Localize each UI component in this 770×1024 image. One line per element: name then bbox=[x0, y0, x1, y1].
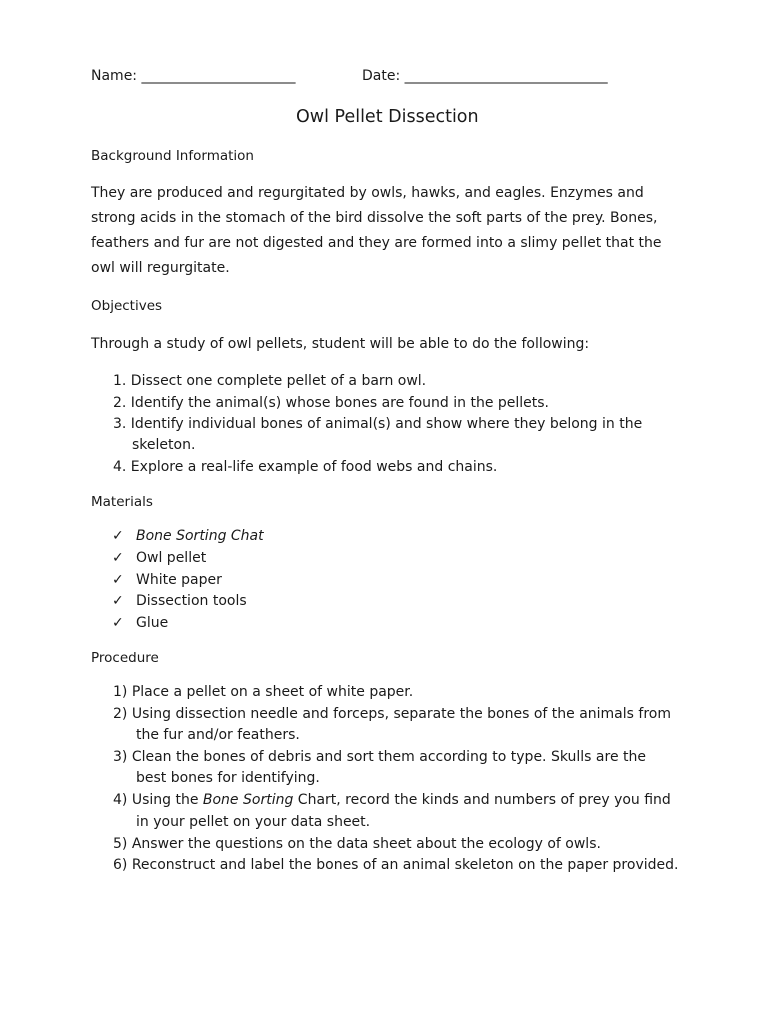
name-field[interactable]: Name: ______________________ bbox=[91, 68, 296, 84]
procedure-step-continuation: best bones for identifying. bbox=[136, 770, 320, 786]
material-item: Bone Sorting Chat bbox=[136, 528, 264, 544]
section-heading-background: Background Information bbox=[91, 148, 254, 164]
checkmark-icon: ✓ bbox=[112, 550, 124, 566]
objectives-intro: Through a study of owl pellets, student will be able to do the following: bbox=[91, 336, 590, 352]
procedure-step bbox=[113, 792, 671, 808]
procedure-step-continuation: in your pellet on your data sheet. bbox=[136, 814, 371, 830]
paragraph-line: feathers and fur are not digested and they are formed into a slimy pellet that the bbox=[91, 235, 662, 251]
material-item: Owl pellet bbox=[136, 550, 207, 566]
material-item: Glue bbox=[136, 615, 169, 631]
section-heading-procedure: Procedure bbox=[91, 650, 159, 666]
procedure-step-text: Chart, record the kinds and numbers of prey you find bbox=[293, 792, 671, 808]
objective-item: 2. Identify the animal(s) whose bones are found in the pellets. bbox=[113, 395, 550, 411]
checkmark-icon: ✓ bbox=[112, 572, 124, 588]
objective-item-continuation: skeleton. bbox=[132, 437, 196, 453]
objective-item: 1. Dissect one complete pellet of a barn owl. bbox=[113, 373, 427, 389]
objective-item: 3. Identify individual bones of animal(s) and show where they belong in the bbox=[113, 416, 643, 432]
procedure-step: 2) Using dissection needle and forceps, separate the bones of the animals from bbox=[113, 706, 671, 722]
date-field[interactable]: Date: _____________________________ bbox=[362, 68, 608, 84]
paragraph-line: strong acids in the stomach of the bird dissolve the soft parts of the prey. Bones, bbox=[91, 210, 658, 226]
checkmark-icon: ✓ bbox=[112, 615, 124, 631]
procedure-step: 3) Clean the bones of debris and sort them according to type. Skulls are the bbox=[113, 749, 646, 765]
section-heading-materials: Materials bbox=[91, 494, 153, 510]
procedure-step-text: 4) Using the bbox=[113, 792, 203, 808]
procedure-step: 6) Reconstruct and label the bones of an animal skeleton on the paper provided. bbox=[113, 857, 679, 873]
procedure-step: 1) Place a pellet on a sheet of white paper. bbox=[113, 684, 414, 700]
page-title: Owl Pellet Dissection bbox=[296, 107, 479, 127]
section-heading-objectives: Objectives bbox=[91, 298, 163, 314]
paragraph-line: They are produced and regurgitated by owls, hawks, and eagles. Enzymes and bbox=[91, 185, 644, 201]
checkmark-icon: ✓ bbox=[112, 528, 124, 544]
material-item: Dissection tools bbox=[136, 593, 247, 609]
paragraph-line: owl will regurgitate. bbox=[91, 260, 230, 276]
procedure-step: 5) Answer the questions on the data sheet about the ecology of owls. bbox=[113, 836, 601, 852]
checkmark-icon: ✓ bbox=[112, 593, 124, 609]
objective-item: 4. Explore a real-life example of food webs and chains. bbox=[113, 459, 498, 475]
material-item: White paper bbox=[136, 572, 222, 588]
procedure-step-italic: Bone Sorting bbox=[202, 792, 294, 808]
procedure-step-continuation: the fur and/or feathers. bbox=[136, 727, 300, 743]
